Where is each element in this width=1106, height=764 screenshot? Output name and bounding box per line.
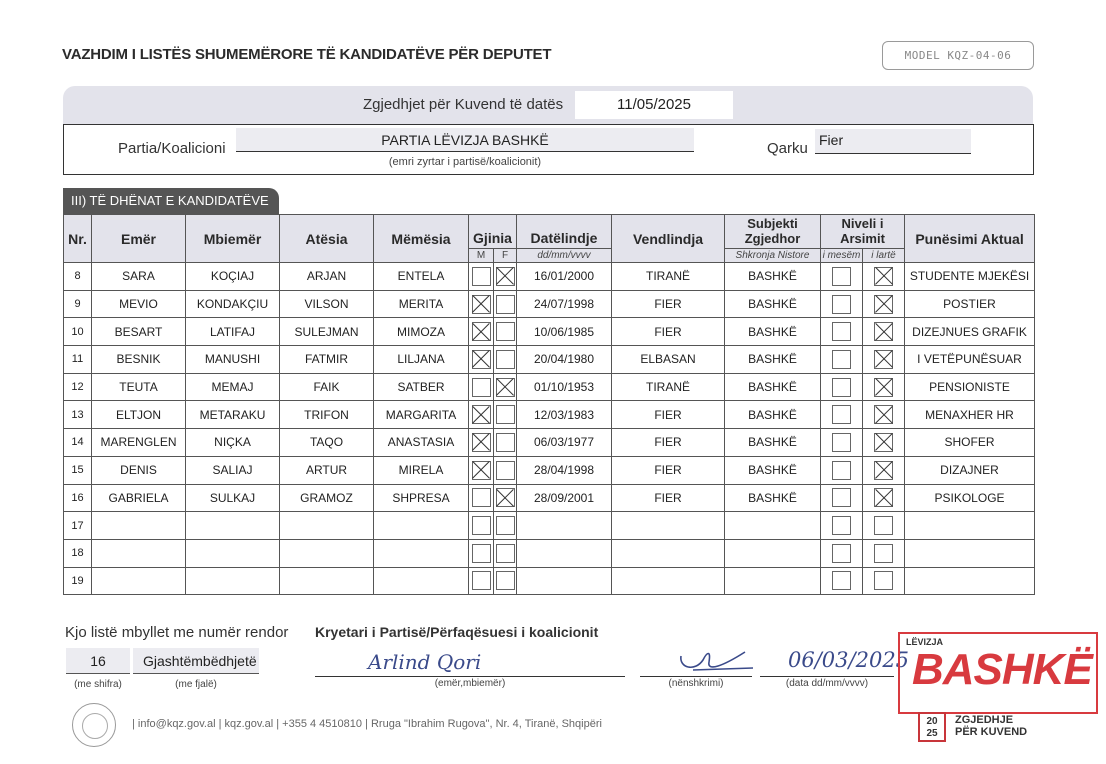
checkbox-gender-f[interactable] — [496, 322, 515, 341]
cell-gender-f — [494, 456, 517, 484]
checkbox-checked-arsimi-larte[interactable] — [874, 433, 893, 452]
cell-mbiemer[interactable]: SALIAJ — [186, 456, 280, 484]
cell-subjekti[interactable]: BASHKË — [725, 290, 821, 318]
col-mbiemer: Mbiemër — [186, 215, 280, 263]
table-row — [64, 346, 1035, 374]
cell-arsimi-mesem — [821, 373, 863, 401]
cell-vendlindja[interactable] — [612, 567, 725, 595]
cell-nr: 16 — [64, 484, 92, 512]
cell-mbiemer[interactable] — [186, 539, 280, 567]
cell-vendlindja[interactable]: TIRANË — [612, 373, 725, 401]
cell-arsimi-larte — [863, 567, 905, 595]
checkbox-checked-gender-m[interactable] — [472, 295, 491, 314]
cell-atesia[interactable]: TRIFON — [280, 401, 374, 429]
table-row — [64, 429, 1035, 457]
checkbox-gender-f[interactable] — [496, 295, 515, 314]
cell-vendlindja[interactable] — [612, 539, 725, 567]
checkbox-arsimi-mesem[interactable] — [832, 433, 851, 452]
cell-arsimi-larte — [863, 484, 905, 512]
badge-text-line-1: ZGJEDHJE — [955, 714, 1014, 726]
cell-memesia[interactable]: SHPRESA — [374, 484, 469, 512]
col-gjinia-m: M — [469, 249, 494, 263]
cell-emer[interactable] — [92, 512, 186, 540]
cell-arsimi-mesem — [821, 290, 863, 318]
cell-subjekti[interactable] — [725, 539, 821, 567]
cell-arsimi-larte — [863, 429, 905, 457]
cell-memesia[interactable]: MERITA — [374, 290, 469, 318]
stamp-main-text: BASHKË — [912, 645, 1092, 694]
checkbox-gender-f[interactable] — [496, 516, 515, 535]
checkbox-checked-gender-f[interactable] — [496, 378, 515, 397]
cell-atesia[interactable]: ARJAN — [280, 263, 374, 291]
checkbox-checked-arsimi-larte[interactable] — [874, 350, 893, 369]
cell-memesia[interactable] — [374, 539, 469, 567]
cell-arsimi-mesem — [821, 567, 863, 595]
date-line — [760, 676, 894, 677]
form-title: VAZHDIM I LISTËS SHUMEMËRORE TË KANDIDATËVE PËR DEPUTET — [62, 46, 552, 63]
cell-dob[interactable]: 06/03/1977 — [517, 429, 612, 457]
cell-mbiemer[interactable]: METARAKU — [186, 401, 280, 429]
cell-memesia[interactable]: SATBER — [374, 373, 469, 401]
cell-nr: 14 — [64, 429, 92, 457]
cell-memesia[interactable]: MIRELA — [374, 456, 469, 484]
cell-vendlindja[interactable]: FIER — [612, 290, 725, 318]
checkbox-arsimi-mesem[interactable] — [832, 461, 851, 480]
checkbox-arsimi-mesem[interactable] — [832, 322, 851, 341]
checkbox-checked-arsimi-larte[interactable] — [874, 267, 893, 286]
badge-text-line-2: PËR KUVEND — [955, 726, 1028, 738]
col-subjekti-hint: Shkronja Nistore — [725, 249, 821, 263]
cell-arsimi-mesem — [821, 318, 863, 346]
checkbox-checked-gender-m[interactable] — [472, 433, 491, 452]
cell-punesimi[interactable]: PENSIONISTE — [905, 373, 1035, 401]
cell-mbiemer[interactable]: MEMAJ — [186, 373, 280, 401]
party-name-hint: (emri zyrtar i partisë/koalicionit) — [388, 156, 542, 168]
checkbox-gender-m[interactable] — [472, 516, 491, 535]
cell-subjekti[interactable]: BASHKË — [725, 484, 821, 512]
checkbox-arsimi-larte[interactable] — [874, 544, 893, 563]
cell-mbiemer[interactable]: KOÇIAJ — [186, 263, 280, 291]
cell-punesimi[interactable]: STUDENTE MJEKËSI — [905, 263, 1035, 291]
cell-memesia[interactable]: ENTELA — [374, 263, 469, 291]
table-row — [64, 318, 1035, 346]
cell-arsimi-mesem — [821, 539, 863, 567]
cell-emer[interactable]: BESART — [92, 318, 186, 346]
cell-memesia[interactable]: ANASTASIA — [374, 429, 469, 457]
cell-arsimi-larte — [863, 290, 905, 318]
cell-gender-m — [469, 346, 494, 374]
cell-gender-f — [494, 539, 517, 567]
cell-punesimi[interactable]: PSIKOLOGE — [905, 484, 1035, 512]
candidates-table — [63, 214, 1035, 595]
cell-nr: 9 — [64, 290, 92, 318]
cell-gender-m — [469, 484, 494, 512]
badge-text — [955, 714, 1027, 738]
cell-punesimi[interactable]: DIZEJNUES GRAFIK — [905, 318, 1035, 346]
cell-punesimi[interactable]: POSTIER — [905, 290, 1035, 318]
date-hint: (data dd/mm/vvvv) — [785, 678, 869, 689]
cell-mbiemer[interactable]: NIÇKA — [186, 429, 280, 457]
cell-subjekti[interactable]: BASHKË — [725, 346, 821, 374]
col-niveli-mesem: i mesëm — [821, 249, 863, 263]
cell-memesia[interactable]: MARGARITA — [374, 401, 469, 429]
checkbox-checked-gender-m[interactable] — [472, 350, 491, 369]
cell-gender-f — [494, 290, 517, 318]
party-label: Partia/Koalicioni — [118, 140, 226, 157]
cell-mbiemer[interactable] — [186, 567, 280, 595]
checkbox-arsimi-mesem[interactable] — [832, 295, 851, 314]
closing-label: Kjo listë mbyllet me numër rendor — [65, 624, 289, 641]
cell-gender-m — [469, 456, 494, 484]
closing-number-field[interactable]: 16 — [66, 648, 130, 674]
cell-punesimi[interactable]: DIZAJNER — [905, 456, 1035, 484]
col-datelindje-format: dd/mm/vvvv — [517, 249, 612, 263]
cell-emer[interactable]: MEVIO — [92, 290, 186, 318]
checkbox-gender-f[interactable] — [496, 544, 515, 563]
checkbox-gender-f[interactable] — [496, 405, 515, 424]
cell-emer[interactable]: DENIS — [92, 456, 186, 484]
checkbox-arsimi-mesem[interactable] — [832, 350, 851, 369]
name-hint: (emër,mbiemër) — [434, 678, 506, 689]
cell-dob[interactable]: 28/09/2001 — [517, 484, 612, 512]
cell-arsimi-larte — [863, 346, 905, 374]
cell-gender-f — [494, 263, 517, 291]
cell-subjekti[interactable]: BASHKË — [725, 373, 821, 401]
checkbox-checked-gender-m[interactable] — [472, 461, 491, 480]
checkbox-gender-m[interactable] — [472, 571, 491, 590]
checkbox-arsimi-mesem[interactable] — [832, 267, 851, 286]
checkbox-gender-f[interactable] — [496, 350, 515, 369]
cell-gender-m — [469, 263, 494, 291]
signature-scribble[interactable] — [665, 642, 755, 680]
checkbox-gender-m[interactable] — [472, 267, 491, 286]
cell-gender-m — [469, 539, 494, 567]
col-niveli-larte: i lartë — [863, 249, 905, 263]
cell-punesimi[interactable]: MENAXHER HR — [905, 401, 1035, 429]
cell-vendlindja[interactable]: ELBASAN — [612, 346, 725, 374]
signatory-name[interactable]: Arlind Qori — [368, 650, 482, 674]
checkbox-gender-m[interactable] — [472, 544, 491, 563]
badge-top: 20 — [926, 716, 938, 727]
election-date-field[interactable]: 11/05/2025 — [575, 91, 733, 119]
cell-dob[interactable]: 01/10/1953 — [517, 373, 612, 401]
cell-gender-f — [494, 512, 517, 540]
cell-atesia[interactable]: VILSON — [280, 290, 374, 318]
badge-bottom: 25 — [926, 728, 938, 739]
cell-mbiemer[interactable]: MANUSHI — [186, 346, 280, 374]
cell-emer[interactable] — [92, 539, 186, 567]
checkbox-checked-gender-m[interactable] — [472, 405, 491, 424]
cell-atesia[interactable]: ARTUR — [280, 456, 374, 484]
col-datelindje: Datëlindje — [517, 215, 612, 249]
closing-words-field[interactable]: Gjashtëmbëdhjetë — [133, 648, 259, 674]
checkbox-gender-m[interactable] — [472, 488, 491, 507]
cell-subjekti[interactable]: BASHKË — [725, 429, 821, 457]
cell-dob[interactable]: 10/06/1985 — [517, 318, 612, 346]
table-row — [64, 373, 1035, 401]
cell-arsimi-mesem — [821, 512, 863, 540]
table-row — [64, 401, 1035, 429]
cell-memesia[interactable] — [374, 512, 469, 540]
cell-gender-f — [494, 567, 517, 595]
checkbox-checked-gender-m[interactable] — [472, 322, 491, 341]
cell-emer[interactable]: TEUTA — [92, 373, 186, 401]
col-gjinia: Gjinia — [469, 215, 517, 249]
table-row — [64, 290, 1035, 318]
cell-atesia[interactable] — [280, 539, 374, 567]
checkbox-gender-f[interactable] — [496, 461, 515, 480]
cell-gender-m — [469, 429, 494, 457]
table-row — [64, 484, 1035, 512]
cell-atesia[interactable]: GRAMOZ — [280, 484, 374, 512]
cell-atesia[interactable]: SULEJMAN — [280, 318, 374, 346]
cell-atesia[interactable]: FATMIR — [280, 346, 374, 374]
cell-gender-m — [469, 373, 494, 401]
cell-memesia[interactable]: MIMOZA — [374, 318, 469, 346]
party-name-field[interactable]: PARTIA LËVIZJA BASHKË — [236, 128, 694, 152]
table-row — [64, 263, 1035, 291]
table-row — [64, 512, 1035, 540]
cell-nr: 18 — [64, 539, 92, 567]
checkbox-checked-arsimi-larte[interactable] — [874, 461, 893, 480]
cell-arsimi-larte — [863, 318, 905, 346]
cell-vendlindja[interactable]: FIER — [612, 318, 725, 346]
cell-gender-m — [469, 290, 494, 318]
checkbox-gender-m[interactable] — [472, 378, 491, 397]
signatory-label: Kryetari i Partisë/Përfaqësuesi i koalicionit — [315, 624, 599, 640]
checkbox-arsimi-mesem[interactable] — [832, 516, 851, 535]
cell-arsimi-mesem — [821, 456, 863, 484]
cell-atesia[interactable]: TAQO — [280, 429, 374, 457]
cell-atesia[interactable] — [280, 567, 374, 595]
col-niveli: Niveli i Arsimit — [821, 215, 905, 249]
cell-arsimi-mesem — [821, 429, 863, 457]
checkbox-checked-arsimi-larte[interactable] — [874, 488, 893, 507]
col-emer: Emër — [92, 215, 186, 263]
cell-nr: 10 — [64, 318, 92, 346]
checkbox-arsimi-mesem[interactable] — [832, 488, 851, 507]
checkbox-arsimi-larte[interactable] — [874, 571, 893, 590]
cell-gender-f — [494, 318, 517, 346]
cell-gender-m — [469, 401, 494, 429]
table-row — [64, 567, 1035, 595]
cell-emer[interactable]: GABRIELA — [92, 484, 186, 512]
checkbox-arsimi-larte[interactable] — [874, 516, 893, 535]
cell-arsimi-mesem — [821, 401, 863, 429]
cell-nr: 17 — [64, 512, 92, 540]
model-code-box: MODEL KQZ-04-06 — [882, 41, 1034, 70]
table-row — [64, 539, 1035, 567]
checkbox-arsimi-mesem[interactable] — [832, 571, 851, 590]
cell-arsimi-larte — [863, 539, 905, 567]
cell-punesimi[interactable] — [905, 539, 1035, 567]
cell-arsimi-larte — [863, 373, 905, 401]
cell-mbiemer[interactable]: SULKAJ — [186, 484, 280, 512]
cell-gender-f — [494, 346, 517, 374]
checkbox-gender-f[interactable] — [496, 571, 515, 590]
col-subjekti: Subjekti Zgjedhor — [725, 215, 821, 249]
cell-arsimi-larte — [863, 263, 905, 291]
cell-punesimi[interactable] — [905, 512, 1035, 540]
cell-mbiemer[interactable]: KONDAKÇIU — [186, 290, 280, 318]
checkbox-checked-arsimi-larte[interactable] — [874, 378, 893, 397]
checkbox-checked-arsimi-larte[interactable] — [874, 322, 893, 341]
name-line — [315, 676, 625, 677]
cell-vendlindja[interactable]: FIER — [612, 429, 725, 457]
cell-arsimi-larte — [863, 512, 905, 540]
checkbox-checked-arsimi-larte[interactable] — [874, 295, 893, 314]
cell-subjekti[interactable] — [725, 567, 821, 595]
col-gjinia-f: F — [494, 249, 517, 263]
cell-dob[interactable] — [517, 512, 612, 540]
cell-vendlindja[interactable]: FIER — [612, 484, 725, 512]
cell-subjekti[interactable]: BASHKË — [725, 401, 821, 429]
cell-emer[interactable]: ELTJON — [92, 401, 186, 429]
cell-punesimi[interactable] — [905, 567, 1035, 595]
cell-nr: 15 — [64, 456, 92, 484]
cell-mbiemer[interactable] — [186, 512, 280, 540]
cell-subjekti[interactable]: BASHKË — [725, 456, 821, 484]
checkbox-checked-arsimi-larte[interactable] — [874, 405, 893, 424]
cell-mbiemer[interactable]: LATIFAJ — [186, 318, 280, 346]
col-nr: Nr. — [64, 215, 92, 263]
checkbox-arsimi-mesem[interactable] — [832, 405, 851, 424]
cell-arsimi-larte — [863, 401, 905, 429]
checkbox-checked-gender-f[interactable] — [496, 488, 515, 507]
cell-gender-f — [494, 484, 517, 512]
cell-gender-f — [494, 401, 517, 429]
cell-nr: 8 — [64, 263, 92, 291]
cell-dob[interactable] — [517, 539, 612, 567]
cell-gender-m — [469, 567, 494, 595]
cell-vendlindja[interactable]: TIRANË — [612, 263, 725, 291]
qarku-label: Qarku — [767, 140, 808, 157]
cell-nr: 19 — [64, 567, 92, 595]
section-title: III) TË DHËNAT E KANDIDATËVE — [63, 188, 279, 214]
cell-dob[interactable]: 24/07/1998 — [517, 290, 612, 318]
cell-arsimi-mesem — [821, 346, 863, 374]
election-2025-badge — [918, 712, 946, 742]
signature-line — [640, 676, 752, 677]
footer-contact: | info@kqz.gov.al | kqz.gov.al | +355 4 4510810 | Rruga "Ibrahim Rugova", Nr. 4, Tiranë, Shqipëri — [132, 718, 602, 730]
cell-punesimi[interactable]: SHOFER — [905, 429, 1035, 457]
cell-arsimi-larte — [863, 456, 905, 484]
cell-memesia[interactable] — [374, 567, 469, 595]
col-punesimi: Punësimi Aktual — [905, 215, 1035, 263]
signature-date[interactable]: 06/03/2025 — [788, 648, 910, 672]
cell-gender-f — [494, 373, 517, 401]
checkbox-gender-f[interactable] — [496, 433, 515, 452]
candidates-body — [64, 263, 1035, 595]
closing-number-hint: (me shifra) — [74, 679, 122, 690]
cell-dob[interactable]: 20/04/1980 — [517, 346, 612, 374]
cell-dob[interactable]: 28/04/1998 — [517, 456, 612, 484]
qarku-field[interactable]: Fier — [815, 129, 971, 154]
cell-gender-f — [494, 429, 517, 457]
cell-subjekti[interactable] — [725, 512, 821, 540]
cell-subjekti[interactable]: BASHKË — [725, 318, 821, 346]
cell-punesimi[interactable]: I VETËPUNËSUAR — [905, 346, 1035, 374]
table-row — [64, 456, 1035, 484]
cell-dob[interactable]: 16/01/2000 — [517, 263, 612, 291]
cell-arsimi-mesem — [821, 484, 863, 512]
cell-dob[interactable] — [517, 567, 612, 595]
cell-dob[interactable]: 12/03/1983 — [517, 401, 612, 429]
election-label: Zgjedhjet për Kuvend të datës — [363, 96, 564, 113]
cell-vendlindja[interactable]: FIER — [612, 456, 725, 484]
cell-vendlindja[interactable]: FIER — [612, 401, 725, 429]
cell-atesia[interactable]: FAIK — [280, 373, 374, 401]
cell-emer[interactable]: MARENGLEN — [92, 429, 186, 457]
col-atesia: Atësia — [280, 215, 374, 263]
checkbox-arsimi-mesem[interactable] — [832, 544, 851, 563]
cell-vendlindja[interactable] — [612, 512, 725, 540]
cell-arsimi-mesem — [821, 263, 863, 291]
stamp-top-text: LËVIZJA — [906, 637, 944, 647]
cell-nr: 11 — [64, 346, 92, 374]
cell-atesia[interactable] — [280, 512, 374, 540]
closing-words-hint: (me fjalë) — [175, 679, 217, 690]
cell-gender-m — [469, 318, 494, 346]
cell-nr: 13 — [64, 401, 92, 429]
cell-memesia[interactable]: LILJANA — [374, 346, 469, 374]
checkbox-arsimi-mesem[interactable] — [832, 378, 851, 397]
cell-nr: 12 — [64, 373, 92, 401]
cell-gender-m — [469, 512, 494, 540]
col-vendlindja: Vendlindja — [612, 215, 725, 263]
cell-emer[interactable]: SARA — [92, 263, 186, 291]
kqz-seal-icon — [72, 703, 116, 747]
cell-emer[interactable] — [92, 567, 186, 595]
col-memesia: Mëmësia — [374, 215, 469, 263]
signature-hint: (nënshkrimi) — [668, 678, 724, 689]
cell-emer[interactable]: BESNIK — [92, 346, 186, 374]
cell-subjekti[interactable]: BASHKË — [725, 263, 821, 291]
checkbox-checked-gender-f[interactable] — [496, 267, 515, 286]
